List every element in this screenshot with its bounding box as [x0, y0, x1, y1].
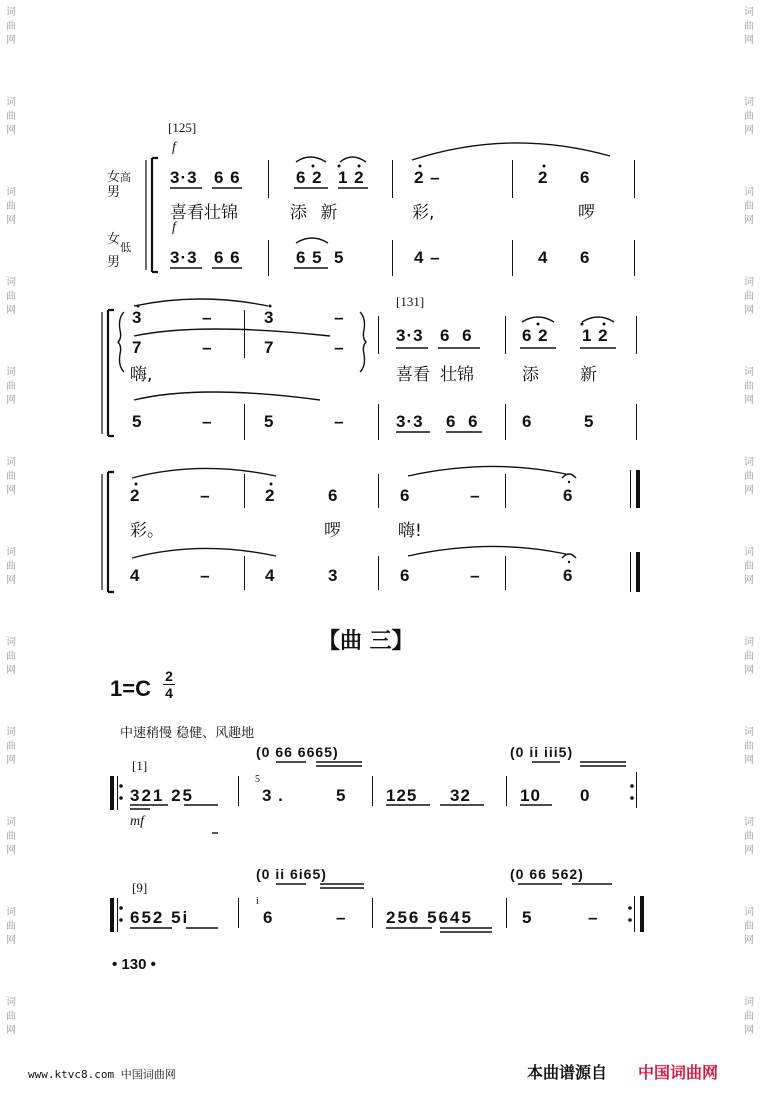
- note-group: 6 –: [400, 566, 508, 585]
- voice-label-lower: [107, 232, 131, 270]
- lyric: 添: [522, 365, 539, 385]
- watermark-char: 词: [6, 907, 16, 918]
- watermark-char: 网: [744, 305, 754, 316]
- watermark-char: 网: [744, 125, 754, 136]
- barline: [636, 316, 637, 354]
- measure-number: [131]: [396, 294, 425, 309]
- note-group: 6 2: [296, 168, 323, 187]
- footer-source-label: 本曲谱源自: [527, 1063, 608, 1082]
- note-group: 321 25: [130, 786, 194, 805]
- repeat-start-thick: [110, 776, 114, 810]
- accompaniment-figure: (0 66 6665): [256, 744, 339, 760]
- note-group: 4 –: [130, 566, 238, 585]
- note-group: 6 5: [296, 248, 323, 267]
- voice-label-upper: [107, 170, 131, 200]
- note-group: 6 –: [400, 486, 508, 505]
- watermark-char: 网: [744, 215, 754, 226]
- barline: [244, 556, 245, 590]
- watermark-char: 词: [744, 997, 754, 1008]
- watermark-char: 网: [6, 305, 16, 316]
- watermark-char: 词: [6, 97, 16, 108]
- watermark-char: 词: [744, 457, 754, 468]
- watermark-char: 词: [6, 367, 16, 378]
- note: 5: [522, 908, 533, 927]
- note-group: 3·3: [396, 326, 424, 345]
- watermark-char: 网: [6, 845, 16, 856]
- lyric: 添 新: [290, 203, 342, 223]
- watermark-char: 词: [744, 907, 754, 918]
- watermark-char: 网: [744, 1025, 754, 1036]
- barline: [372, 776, 373, 806]
- watermark-char: 网: [744, 575, 754, 586]
- barline: [630, 552, 631, 592]
- watermark-char: 词: [744, 7, 754, 18]
- watermark-char: 曲: [6, 381, 16, 392]
- section-title: 【曲 三】: [318, 629, 414, 654]
- voice-female: 女: [107, 232, 121, 247]
- barline: [506, 898, 507, 928]
- barline: [372, 898, 373, 928]
- watermark-char: 网: [6, 575, 16, 586]
- watermark-char: 词: [744, 277, 754, 288]
- barline: [268, 240, 269, 276]
- watermark-char: 网: [744, 485, 754, 496]
- repeat-start-thin: [117, 776, 118, 810]
- barline: [378, 474, 379, 508]
- note-group: 6 6: [440, 326, 476, 345]
- final-barline: [636, 470, 640, 508]
- note-group: 5 –: [132, 412, 240, 431]
- watermark-char: 曲: [6, 471, 16, 482]
- barline: [392, 160, 393, 198]
- barline: [505, 404, 506, 440]
- watermark-char: 曲: [744, 1011, 754, 1022]
- lyric: 嗨!: [398, 521, 422, 541]
- note: 6: [522, 412, 533, 431]
- note-group: 32: [450, 786, 471, 805]
- watermark-char: 网: [6, 665, 16, 676]
- barline: [378, 404, 379, 440]
- watermark-char: 词: [6, 457, 16, 468]
- watermark-char: 曲: [744, 201, 754, 212]
- watermark-char: 词: [6, 547, 16, 558]
- watermark-char: 词: [744, 727, 754, 738]
- note-group: 2 –: [414, 168, 441, 187]
- watermark-char: 网: [6, 35, 16, 46]
- note: 3 .: [262, 786, 284, 805]
- barline: [630, 470, 631, 508]
- time-top: 2: [165, 668, 173, 684]
- tempo-marking: 中速稍慢 稳健、风趣地: [120, 726, 255, 741]
- voice-tag: 高: [120, 171, 132, 184]
- note-group: 3·3: [170, 248, 198, 267]
- note: 5: [336, 786, 347, 805]
- note: 6: [563, 566, 574, 585]
- voice-female: 女: [107, 170, 121, 185]
- watermark-char: 网: [6, 125, 16, 136]
- accompaniment-figure: (0 66 562): [510, 866, 584, 882]
- watermark-char: 词: [6, 727, 16, 738]
- watermark-char: 曲: [744, 561, 754, 572]
- watermark-char: 词: [6, 817, 16, 828]
- barline: [244, 474, 245, 508]
- note-group: 125: [386, 786, 418, 805]
- note-group: 3 –: [264, 308, 372, 327]
- key-signature: 1=C: [110, 676, 151, 701]
- footer-brand-link[interactable]: 中国词曲网: [638, 1063, 719, 1082]
- lyric: 啰: [324, 521, 341, 541]
- lyric: 彩,: [412, 203, 435, 223]
- watermark-char: 词: [744, 817, 754, 828]
- note: 4: [538, 248, 549, 267]
- footer-site-link[interactable]: www.ktvc8.com 中国词曲网: [28, 1068, 176, 1081]
- note-group: 10: [520, 786, 541, 805]
- watermark-char: 曲: [6, 741, 16, 752]
- measure-number: [125]: [168, 120, 197, 135]
- watermark-char: 曲: [6, 921, 16, 932]
- watermark-char: 网: [744, 665, 754, 676]
- watermark-char: 网: [6, 755, 16, 766]
- lyric: 壮锦: [440, 365, 474, 385]
- barline: [505, 316, 506, 354]
- watermark-char: 词: [6, 637, 16, 648]
- dash: –: [588, 908, 599, 927]
- time-bottom: 4: [163, 684, 175, 701]
- barline: [506, 776, 507, 806]
- watermark-char: 曲: [6, 201, 16, 212]
- note: 6: [263, 908, 274, 927]
- note-group: 5 –: [264, 412, 372, 431]
- watermark-char: 曲: [744, 21, 754, 32]
- lyric: 彩。: [130, 521, 164, 541]
- watermark-char: 网: [6, 395, 16, 406]
- dash: –: [336, 908, 347, 927]
- watermark-char: 曲: [6, 831, 16, 842]
- note-group: 1 2: [338, 168, 365, 187]
- dynamic-mark: mf: [130, 814, 144, 829]
- note: 6: [580, 248, 591, 267]
- voice-male: 男: [107, 185, 121, 200]
- note-group: 256 5645: [386, 908, 473, 927]
- barline: [392, 240, 393, 276]
- watermark-char: 曲: [6, 21, 16, 32]
- watermark-char: 网: [744, 395, 754, 406]
- note: 4: [265, 566, 276, 585]
- watermark-char: 网: [744, 935, 754, 946]
- note-group: 3·3: [396, 412, 424, 431]
- grace-note: 5: [255, 774, 260, 785]
- watermark-char: 词: [744, 367, 754, 378]
- barline: [634, 240, 635, 276]
- lyric: 新: [580, 365, 597, 385]
- voice-male: 男: [107, 255, 121, 270]
- watermark-char: 词: [6, 187, 16, 198]
- note: 0: [580, 786, 591, 805]
- watermark-char: 网: [744, 755, 754, 766]
- watermark-char: 曲: [744, 291, 754, 302]
- watermark-char: 曲: [6, 651, 16, 662]
- note-group: 3·3: [170, 168, 198, 187]
- watermark-char: 网: [6, 215, 16, 226]
- note: 3: [328, 566, 339, 585]
- lyric: 嗨,: [130, 365, 153, 385]
- note-group: 6 6: [214, 248, 241, 267]
- watermark-char: 曲: [744, 741, 754, 752]
- watermark-char: 曲: [6, 1011, 16, 1022]
- watermark-char: 曲: [744, 471, 754, 482]
- barline: [244, 310, 245, 358]
- repeat-end-thin: [636, 772, 637, 808]
- watermark-char: 网: [744, 35, 754, 46]
- lyric: 喜看: [396, 365, 430, 385]
- note-group: 6 2: [522, 326, 549, 345]
- accompaniment-figure: (0 ii iii5): [510, 744, 574, 760]
- barline: [512, 160, 513, 198]
- repeat-start-thick: [110, 898, 114, 932]
- barline: [268, 160, 269, 198]
- lyric: 啰: [578, 203, 595, 223]
- final-barline: [636, 552, 640, 592]
- grace-note: i: [256, 896, 259, 907]
- time-signature: [163, 668, 175, 701]
- measure-number: [9]: [132, 880, 148, 895]
- note: 6: [328, 486, 339, 505]
- barline: [238, 898, 239, 928]
- repeat-end-thick: [640, 896, 644, 932]
- watermark-char: 词: [6, 997, 16, 1008]
- barline: [244, 404, 245, 440]
- watermark-char: 词: [744, 97, 754, 108]
- watermark-char: 词: [744, 187, 754, 198]
- note: 5: [334, 248, 345, 267]
- note-group: 4 –: [414, 248, 441, 267]
- repeat-end-thin: [634, 896, 635, 932]
- watermark-char: 曲: [744, 381, 754, 392]
- watermark-char: 曲: [744, 111, 754, 122]
- voice-tag: 低: [120, 241, 132, 254]
- note-group: 6 6: [446, 412, 482, 431]
- barline: [378, 316, 379, 354]
- watermark-char: 曲: [6, 291, 16, 302]
- note-group: 1 2: [582, 326, 609, 345]
- watermark-char: 网: [6, 935, 16, 946]
- lyric: 喜看壮锦: [170, 203, 238, 223]
- watermark-char: 网: [744, 845, 754, 856]
- watermark-char: 词: [6, 7, 16, 18]
- page-number: • 130 •: [112, 956, 156, 973]
- note: 2: [265, 486, 276, 505]
- note: 6: [563, 486, 574, 505]
- watermark-char: 曲: [744, 921, 754, 932]
- note-group: 6 6: [214, 168, 241, 187]
- dynamic-mark: f: [172, 140, 176, 155]
- barline: [238, 776, 239, 806]
- repeat-start-thin: [117, 898, 118, 932]
- barline: [378, 556, 379, 590]
- note: 5: [584, 412, 595, 431]
- note-group: 2 –: [130, 486, 238, 505]
- watermark-char: 词: [6, 277, 16, 288]
- watermark-char: 词: [744, 547, 754, 558]
- note-group: 7 –: [132, 338, 240, 357]
- watermark-char: 曲: [744, 651, 754, 662]
- note-group: 3 –: [132, 308, 240, 327]
- watermark-char: 曲: [6, 111, 16, 122]
- note-group: 7 –: [264, 338, 372, 357]
- watermark-char: 网: [6, 485, 16, 496]
- accompaniment-figure: (0 ii 6i65): [256, 866, 327, 882]
- watermark-char: 曲: [744, 831, 754, 842]
- barline: [636, 404, 637, 440]
- watermark-char: 网: [6, 1025, 16, 1036]
- barline: [634, 160, 635, 198]
- note-group: 652 5i: [130, 908, 190, 927]
- dynamic-mark: f: [172, 220, 176, 235]
- measure-number: [1]: [132, 758, 148, 773]
- barline: [512, 240, 513, 276]
- note: 2: [538, 168, 549, 187]
- watermark-char: 词: [744, 637, 754, 648]
- note: 6: [580, 168, 591, 187]
- watermark-char: 曲: [6, 561, 16, 572]
